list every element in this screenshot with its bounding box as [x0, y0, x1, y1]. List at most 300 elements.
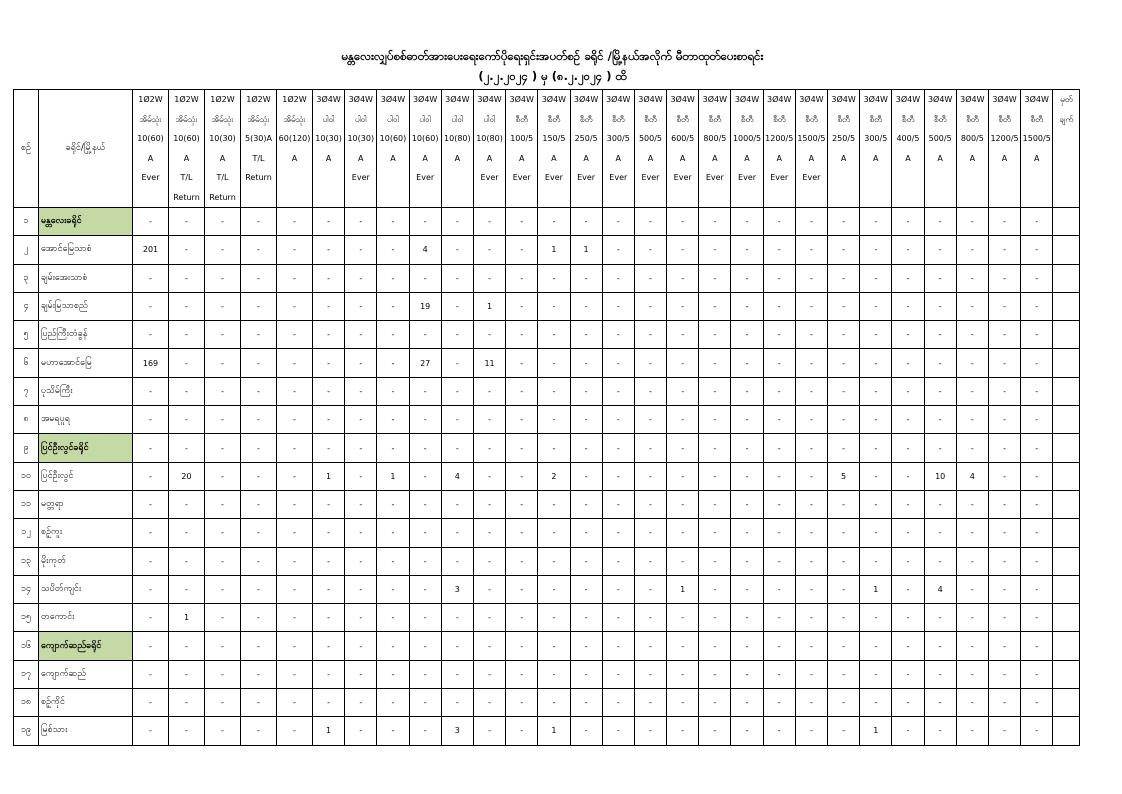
count-cell: -: [473, 689, 505, 717]
count-cell: -: [409, 660, 441, 688]
header-line: A: [776, 153, 782, 163]
remarks-cell: [1053, 236, 1080, 264]
remarks-cell: [1053, 292, 1080, 320]
count-cell: -: [988, 519, 1020, 547]
header-line: Ever: [141, 173, 160, 182]
meter-type-header: [377, 90, 409, 208]
count-cell: -: [133, 292, 169, 320]
count-cell: -: [828, 575, 860, 603]
meter-type-header: [133, 90, 169, 208]
header-line: 3Ø4W: [606, 95, 631, 104]
count-cell: -: [277, 689, 313, 717]
header-line: A: [486, 153, 493, 163]
page-title: မန္တလေးလျှပ်စစ်ဓာတ်အားပေးရေးကော်ပိုရေးရှင်းအပတ်စဉ် ခရိုင် /မြို့နယ်အလိုက် မီတာထုတ်ပေးစာရင်း: [341, 49, 764, 63]
count-cell: -: [277, 236, 313, 264]
header-line: Ever: [512, 173, 531, 182]
count-cell: -: [892, 660, 924, 688]
count-cell: -: [731, 377, 763, 405]
remarks-cell: [1053, 377, 1080, 405]
count-cell: -: [169, 717, 205, 745]
count-cell: -: [133, 406, 169, 434]
count-cell: -: [795, 292, 827, 320]
count-cell: -: [956, 208, 988, 236]
count-cell: -: [763, 292, 795, 320]
count-cell: -: [699, 462, 731, 490]
count-cell: -: [345, 349, 377, 377]
count-cell: 20: [169, 462, 205, 490]
header-line: A: [422, 153, 428, 163]
count-cell: -: [860, 406, 892, 434]
header-line: A: [937, 153, 943, 163]
count-cell: -: [860, 264, 892, 292]
count-cell: -: [345, 292, 377, 320]
header-line: စီတီ: [773, 114, 786, 124]
count-cell: -: [828, 236, 860, 264]
count-cell: -: [538, 575, 570, 603]
serial-cell: ၇: [14, 377, 39, 405]
count-cell: -: [205, 377, 241, 405]
count-cell: -: [956, 575, 988, 603]
count-cell: -: [313, 208, 345, 236]
township-cell: ကျောက်ဆည်: [39, 660, 133, 688]
count-cell: -: [699, 717, 731, 745]
header-line: အိမ်သုံး: [175, 114, 198, 124]
count-cell: -: [828, 434, 860, 462]
count-cell: -: [169, 208, 205, 236]
count-cell: -: [763, 377, 795, 405]
count-cell: -: [634, 377, 666, 405]
count-cell: -: [795, 575, 827, 603]
count-cell: -: [205, 321, 241, 349]
count-cell: -: [313, 406, 345, 434]
count-cell: -: [667, 632, 699, 660]
count-cell: -: [731, 575, 763, 603]
count-cell: -: [377, 264, 409, 292]
count-cell: -: [473, 604, 505, 632]
count-cell: -: [277, 321, 313, 349]
count-cell: -: [988, 547, 1020, 575]
count-cell: -: [241, 689, 277, 717]
count-cell: -: [277, 462, 313, 490]
count-cell: -: [667, 462, 699, 490]
count-cell: -: [699, 434, 731, 462]
count-cell: -: [441, 434, 473, 462]
count-cell: -: [313, 292, 345, 320]
count-cell: -: [634, 575, 666, 603]
count-cell: -: [169, 490, 205, 518]
count-cell: -: [602, 264, 634, 292]
count-cell: -: [538, 292, 570, 320]
count-cell: -: [1021, 717, 1053, 745]
count-cell: -: [345, 575, 377, 603]
count-cell: -: [169, 321, 205, 349]
count-cell: -: [602, 406, 634, 434]
count-cell: -: [313, 321, 345, 349]
count-cell: -: [169, 632, 205, 660]
count-cell: -: [538, 660, 570, 688]
count-cell: -: [1021, 292, 1053, 320]
count-cell: -: [602, 519, 634, 547]
table-row: [14, 717, 1080, 745]
count-cell: -: [892, 377, 924, 405]
count-cell: -: [988, 717, 1020, 745]
count-cell: -: [634, 236, 666, 264]
count-cell: -: [169, 406, 205, 434]
header-line: ပါဝါ: [451, 114, 464, 124]
count-cell: -: [988, 349, 1020, 377]
count-cell: -: [763, 660, 795, 688]
date-range: (၂.၂.၂၀၂၄ ) မှ (၈.၂.၂၀၂၄ ) ထိ: [478, 69, 627, 83]
count-cell: -: [731, 349, 763, 377]
count-cell: -: [924, 434, 956, 462]
header-line: စီတီ: [644, 114, 657, 124]
count-cell: -: [602, 490, 634, 518]
count-cell: -: [313, 660, 345, 688]
count-cell: -: [892, 717, 924, 745]
header-line: A: [147, 153, 154, 163]
header-line: စီတီ: [612, 114, 625, 124]
serial-cell: ၁၈: [14, 689, 39, 717]
count-cell: -: [731, 406, 763, 434]
table-row: [14, 547, 1080, 575]
count-cell: -: [205, 689, 241, 717]
count-cell: -: [377, 660, 409, 688]
count-cell: -: [241, 377, 277, 405]
count-cell: -: [570, 377, 602, 405]
header-line: T/L: [252, 153, 265, 163]
count-cell: -: [634, 321, 666, 349]
count-cell: 4: [409, 236, 441, 264]
header-line: 3Ø4W: [509, 95, 534, 104]
count-cell: -: [892, 434, 924, 462]
count-cell: -: [506, 349, 538, 377]
count-cell: -: [634, 208, 666, 236]
count-cell: -: [731, 689, 763, 717]
table-row: [14, 575, 1080, 603]
count-cell: -: [699, 321, 731, 349]
count-cell: -: [828, 292, 860, 320]
township-cell: တကောင်း: [39, 604, 133, 632]
count-cell: -: [570, 717, 602, 745]
table-row: [14, 406, 1080, 434]
count-cell: -: [602, 604, 634, 632]
township-cell: မဟာအောင်မြေ: [39, 349, 133, 377]
table-row: [14, 349, 1080, 377]
header-line: 800/5: [960, 134, 984, 143]
count-cell: -: [169, 660, 205, 688]
count-cell: -: [169, 349, 205, 377]
count-cell: -: [345, 462, 377, 490]
count-cell: -: [667, 660, 699, 688]
count-cell: -: [924, 490, 956, 518]
count-cell: -: [506, 236, 538, 264]
count-cell: -: [570, 349, 602, 377]
header-line: 10(30): [315, 134, 342, 143]
header-line: 1200/5: [990, 134, 1019, 143]
header-line: 3Ø4W: [477, 95, 502, 104]
count-cell: -: [602, 434, 634, 462]
count-cell: -: [795, 717, 827, 745]
count-cell: 5: [828, 462, 860, 490]
count-cell: -: [277, 264, 313, 292]
count-cell: -: [313, 264, 345, 292]
meter-type-header: [828, 90, 860, 208]
header-line: စီတီ: [805, 114, 818, 124]
count-cell: -: [828, 406, 860, 434]
count-cell: -: [828, 717, 860, 745]
count-cell: -: [1021, 632, 1053, 660]
count-cell: -: [731, 660, 763, 688]
count-cell: -: [667, 547, 699, 575]
count-cell: -: [473, 264, 505, 292]
count-cell: -: [241, 236, 277, 264]
count-cell: -: [241, 604, 277, 632]
serial-cell: ၈: [14, 406, 39, 434]
count-cell: -: [924, 717, 956, 745]
count-cell: -: [205, 292, 241, 320]
header-line: 3Ø4W: [992, 95, 1017, 104]
serial-cell: ၆: [14, 349, 39, 377]
count-cell: -: [763, 632, 795, 660]
count-cell: -: [133, 434, 169, 462]
count-cell: -: [570, 434, 602, 462]
header-line: 150/5: [542, 134, 566, 143]
count-cell: -: [345, 406, 377, 434]
header-line: 1200/5: [765, 134, 794, 143]
count-cell: -: [956, 377, 988, 405]
table-row: [14, 208, 1080, 236]
count-cell: 3: [441, 717, 473, 745]
remarks-cell: [1053, 660, 1080, 688]
meter-type-header: [538, 90, 570, 208]
serial-cell: ၉: [14, 434, 39, 462]
count-cell: -: [699, 689, 731, 717]
header-line: ပါဝါ: [387, 114, 399, 124]
serial-cell: ၁၂: [14, 519, 39, 547]
count-cell: -: [667, 264, 699, 292]
count-cell: -: [956, 292, 988, 320]
count-cell: -: [473, 321, 505, 349]
count-cell: -: [506, 292, 538, 320]
count-cell: -: [169, 519, 205, 547]
count-cell: -: [795, 547, 827, 575]
header-line: A: [905, 153, 911, 163]
count-cell: 1: [169, 604, 205, 632]
remarks-cell: [1053, 547, 1080, 575]
header-line: 10(60): [379, 134, 407, 143]
table-row: [14, 434, 1080, 462]
count-cell: -: [345, 236, 377, 264]
count-cell: -: [763, 717, 795, 745]
serial-cell: ၁၇: [14, 660, 39, 688]
count-cell: -: [377, 434, 409, 462]
count-cell: -: [988, 377, 1020, 405]
count-cell: -: [924, 377, 956, 405]
count-cell: -: [795, 660, 827, 688]
count-cell: -: [892, 575, 924, 603]
count-cell: -: [506, 717, 538, 745]
table-row: [14, 660, 1080, 688]
count-cell: -: [409, 264, 441, 292]
count-cell: -: [795, 321, 827, 349]
count-cell: -: [169, 434, 205, 462]
count-cell: -: [473, 575, 505, 603]
count-cell: -: [241, 575, 277, 603]
table-row: [14, 462, 1080, 490]
count-cell: -: [241, 321, 277, 349]
header-line: A: [873, 153, 879, 163]
count-cell: -: [538, 547, 570, 575]
count-cell: -: [956, 604, 988, 632]
count-cell: -: [409, 377, 441, 405]
count-cell: -: [241, 208, 277, 236]
count-cell: -: [377, 321, 409, 349]
count-cell: -: [473, 406, 505, 434]
serial-cell: ၁: [14, 208, 39, 236]
count-cell: -: [313, 490, 345, 518]
count-cell: -: [345, 208, 377, 236]
count-cell: -: [763, 462, 795, 490]
header-line: ပါဝါ: [483, 114, 496, 124]
count-cell: -: [988, 462, 1020, 490]
count-cell: -: [506, 208, 538, 236]
meter-type-header: [795, 90, 827, 208]
count-cell: -: [345, 519, 377, 547]
count-cell: -: [538, 434, 570, 462]
count-cell: -: [892, 547, 924, 575]
count-cell: -: [570, 689, 602, 717]
header-line: 3Ø4W: [412, 95, 438, 104]
count-cell: -: [570, 406, 602, 434]
header-line: A: [551, 153, 557, 163]
count-cell: -: [377, 717, 409, 745]
count-cell: -: [377, 604, 409, 632]
header-line: ပါဝါ: [322, 114, 335, 124]
header-line: T/L: [216, 173, 229, 182]
count-cell: -: [133, 660, 169, 688]
count-cell: -: [634, 292, 666, 320]
header-line: 3Ø4W: [799, 95, 824, 104]
header-line: 60(120): [278, 134, 311, 143]
count-cell: -: [473, 236, 505, 264]
count-cell: -: [828, 547, 860, 575]
header-line: Ever: [351, 173, 370, 182]
count-cell: -: [699, 349, 731, 377]
count-cell: -: [377, 292, 409, 320]
count-cell: -: [956, 717, 988, 745]
header-line: A: [840, 153, 847, 163]
count-cell: -: [634, 547, 666, 575]
header-line: Ever: [641, 173, 660, 182]
count-cell: -: [441, 660, 473, 688]
count-cell: 1: [538, 717, 570, 745]
count-cell: -: [506, 434, 538, 462]
count-cell: -: [634, 689, 666, 717]
count-cell: -: [241, 632, 277, 660]
count-cell: -: [570, 604, 602, 632]
count-cell: -: [506, 632, 538, 660]
count-cell: -: [570, 490, 602, 518]
header-line: A: [679, 153, 686, 163]
header-line: 5(30)A: [245, 134, 272, 143]
count-cell: -: [313, 349, 345, 377]
township-cell: ပုသိမ်ကြီး: [39, 377, 133, 405]
count-cell: -: [345, 689, 377, 717]
count-cell: -: [441, 604, 473, 632]
count-cell: -: [409, 490, 441, 518]
serial-cell: ၁၁: [14, 490, 39, 518]
header-line: Ever: [480, 173, 499, 182]
count-cell: -: [763, 434, 795, 462]
district-cell: ပြင်ဦးလွင်ခရိုင်: [39, 434, 133, 462]
header-line: 1Ø2W: [210, 95, 235, 104]
count-cell: -: [988, 292, 1020, 320]
count-cell: -: [241, 490, 277, 518]
count-cell: -: [828, 377, 860, 405]
count-cell: -: [828, 519, 860, 547]
count-cell: -: [988, 236, 1020, 264]
count-cell: -: [345, 377, 377, 405]
count-cell: -: [795, 519, 827, 547]
count-cell: -: [634, 604, 666, 632]
count-cell: -: [988, 604, 1020, 632]
count-cell: -: [241, 519, 277, 547]
count-cell: -: [795, 490, 827, 518]
count-cell: -: [1021, 660, 1053, 688]
count-cell: -: [763, 689, 795, 717]
count-cell: -: [988, 660, 1020, 688]
count-cell: -: [988, 689, 1020, 717]
count-cell: -: [988, 434, 1020, 462]
meter-type-header: [667, 90, 699, 208]
count-cell: -: [860, 236, 892, 264]
count-cell: -: [377, 632, 409, 660]
count-cell: -: [473, 632, 505, 660]
count-cell: -: [313, 377, 345, 405]
header-line: 600/5: [671, 134, 695, 143]
header-line: 3Ø4W: [316, 95, 341, 104]
count-cell: -: [602, 632, 634, 660]
header-line: Ever: [609, 173, 628, 182]
count-cell: -: [763, 349, 795, 377]
count-cell: -: [277, 208, 313, 236]
count-cell: -: [828, 660, 860, 688]
township-cell: အမရပူရ: [39, 406, 133, 434]
count-cell: -: [506, 406, 538, 434]
meter-type-header: [731, 90, 763, 208]
header-line: Return: [209, 192, 236, 202]
count-cell: -: [570, 575, 602, 603]
header-line: A: [583, 153, 589, 163]
count-cell: -: [409, 575, 441, 603]
serial-cell: ၁၅: [14, 604, 39, 632]
header-line: 3Ø4W: [541, 95, 567, 104]
header-line: 1000/5: [732, 134, 762, 143]
header-line: 3Ø4W: [831, 95, 856, 104]
remarks-cell: [1053, 406, 1080, 434]
count-cell: -: [699, 547, 731, 575]
table-row: [14, 689, 1080, 717]
count-cell: -: [602, 236, 634, 264]
count-cell: -: [892, 406, 924, 434]
count-cell: -: [441, 292, 473, 320]
count-cell: -: [205, 349, 241, 377]
header-line: 1Ø2W: [174, 95, 199, 104]
count-cell: -: [1021, 406, 1053, 434]
count-cell: -: [133, 490, 169, 518]
count-cell: 1: [377, 462, 409, 490]
header-line: Ever: [705, 173, 724, 182]
